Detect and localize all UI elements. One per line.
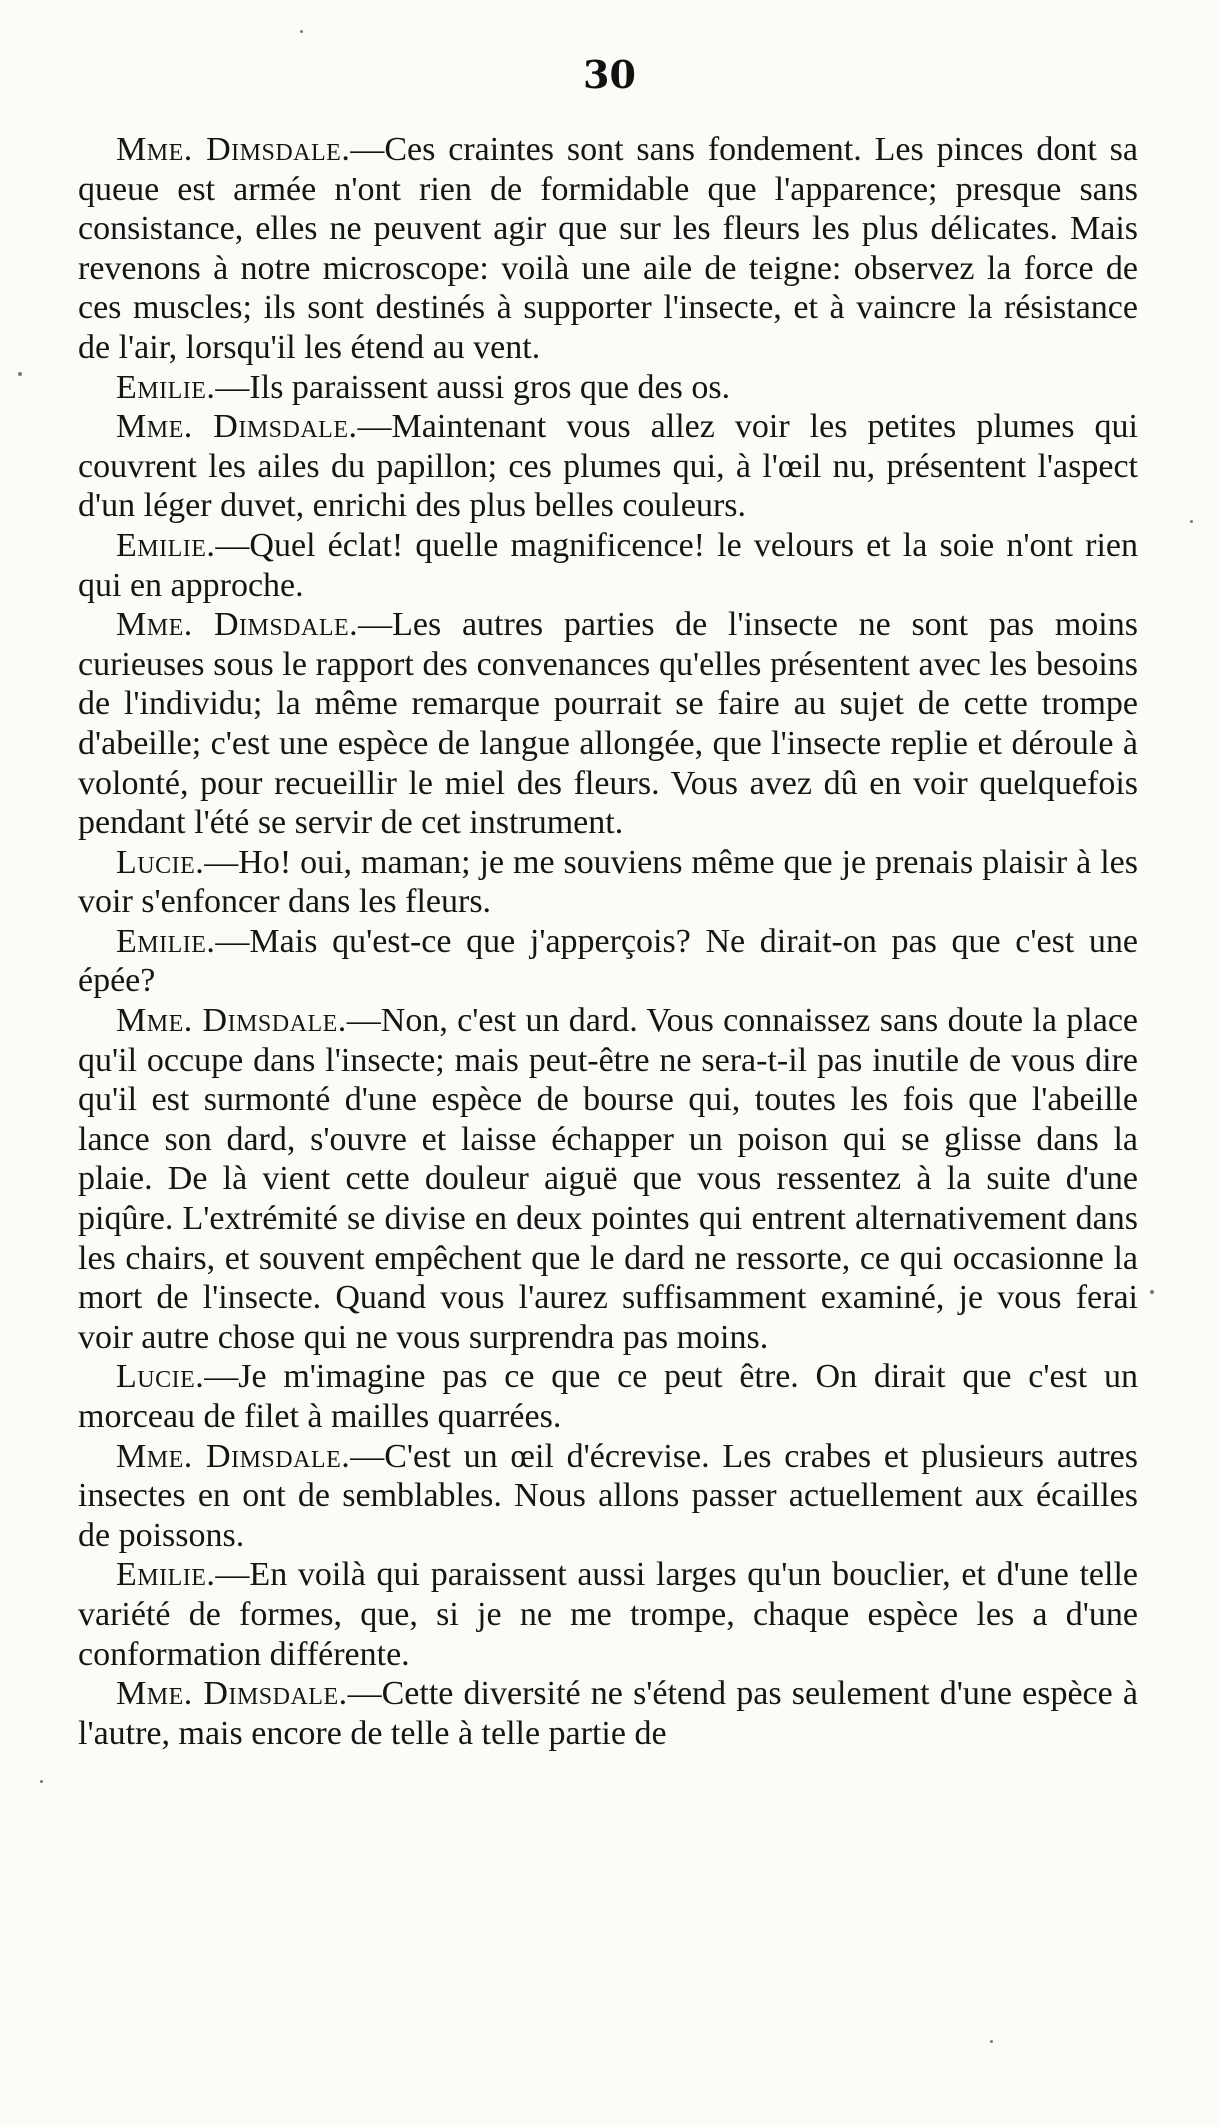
paragraph-6 bbox=[78, 843, 1138, 922]
paragraph-5 bbox=[78, 605, 1138, 843]
speaker-name: Mme. Dimsdale. bbox=[116, 606, 359, 644]
speech-text: —Je m'imagine pas ce que ce peut être. On dirait que c'est un morceau de filet à mailles quarrées. bbox=[78, 1358, 1138, 1435]
speech-text: —Les autres parties de l'insecte ne sont pas moins curieuses sous le rapport des convenances qu'elles présentent avec les besoins de l'individu; la même remarque pourrait se faire au sujet de cette trompe d'abeille; c'est une espèce de langue allongée, que l'insecte replie et déroule à volonté, pour recueillir le miel des fleurs. Vous avez dû en voir quelquefois pendant l'été se servir de cet instrument. bbox=[78, 606, 1138, 842]
paper-speck bbox=[990, 2040, 993, 2043]
speaker-name: Mme. Dimsdale. bbox=[116, 408, 358, 446]
speech-text: —Ils paraissent aussi gros que des os. bbox=[215, 368, 731, 406]
paragraph-11 bbox=[78, 1555, 1138, 1674]
speech-text: —Quel éclat! quelle magnificence! le velours et la soie n'ont rien qui en approche. bbox=[78, 526, 1138, 604]
speaker-name: Emilie. bbox=[116, 1556, 216, 1594]
speaker-name: Lucie. bbox=[116, 1358, 205, 1396]
speaker-name: Emilie. bbox=[116, 526, 216, 564]
paragraph-8 bbox=[78, 1001, 1138, 1357]
paper-speck bbox=[1190, 520, 1193, 523]
speaker-name: Mme. Dimsdale. bbox=[116, 1437, 351, 1475]
speech-text: —Cette diversité ne s'étend pas seulement d'une espèce à l'autre, mais encore de telle à telle partie de bbox=[78, 1675, 1138, 1752]
paragraph-4 bbox=[78, 526, 1138, 605]
speech-text: —Maintenant vous allez voir les petites plumes qui couvrent les ailes du papillon; ces plumes qui, à l'œil nu, présentent l'aspect d'un léger duvet, enrichi des plus belles couleurs. bbox=[78, 408, 1138, 525]
speaker-name: Emilie. bbox=[116, 368, 216, 406]
paragraph-3 bbox=[78, 407, 1138, 526]
speaker-name: Mme. Dimsdale. bbox=[116, 1002, 347, 1040]
speaker-name: Mme. Dimsdale. bbox=[116, 131, 351, 168]
speaker-name: Mme. Dimsdale. bbox=[116, 1675, 348, 1713]
paper-speck bbox=[40, 1780, 43, 1783]
paragraph-9 bbox=[78, 1357, 1138, 1436]
dialogue-text bbox=[78, 130, 1138, 1753]
speech-text: —Ces craintes sont sans fondement. Les pinces dont sa queue est armée n'ont rien de formidable que l'apparence; presque sans consistance, elles ne peuvent agir que sur les fleurs les plus délicates. Mais revenons à notre microscope: voilà une aile de teigne: observez la force de ces muscles; ils sont destinés à supporter l'insecte, et à vaincre la résistance de l'air, lorsqu'il les étend au vent. bbox=[78, 131, 1138, 366]
speech-text: —Ho! oui, maman; je me souviens même que je prenais plaisir à les voir s'enfoncer dans les fleurs. bbox=[78, 843, 1138, 921]
paragraph-10 bbox=[78, 1437, 1138, 1556]
paper-speck bbox=[18, 372, 22, 376]
paragraph-1 bbox=[78, 130, 1138, 368]
page-number: 30 bbox=[583, 52, 636, 97]
speech-text: —En voilà qui paraissent aussi larges qu'un bouclier, et d'une telle variété de formes, que, si je ne me trompe, chaque espèce les a d'une conformation différente. bbox=[78, 1556, 1138, 1673]
speaker-name: Lucie. bbox=[116, 843, 205, 881]
paragraph-7 bbox=[78, 922, 1138, 1001]
speech-text: —Mais qu'est-ce que j'apperçois? Ne dirait-on pas que c'est une épée? bbox=[78, 922, 1138, 1000]
speaker-name: Emilie. bbox=[116, 922, 216, 960]
paragraph-12 bbox=[78, 1674, 1138, 1753]
paragraph-2 bbox=[78, 368, 1138, 408]
paper-speck bbox=[300, 30, 303, 33]
paper-speck bbox=[1150, 1290, 1154, 1294]
speech-text: —C'est un œil d'écrevise. Les crabes et plusieurs autres insectes en ont de semblables. Nous allons passer actuellement aux écailles de poissons. bbox=[78, 1437, 1138, 1554]
speech-text: —Non, c'est un dard. Vous connaissez sans doute la place qu'il occupe dans l'insecte; mais peut-être ne sera-t-il pas inutile de vous dire qu'il est surmonté d'une espèce de bourse qui, toutes les fois que l'abeille lance son dard, s'ouvre et laisse échapper un poison qui se glisse dans la plaie. De là vient cette douleur aiguë que vous ressentez à la suite d'une piqûre. L'extrémité se divise en deux pointes qui entrent alternativement dans les chairs, et souvent empêchent que le dard ne ressorte, ce qui occasionne la mort de l'insecte. Quand vous l'aurez suffisamment examiné, je vous ferai voir autre chose qui ne vous surprendra pas moins. bbox=[78, 1002, 1139, 1356]
